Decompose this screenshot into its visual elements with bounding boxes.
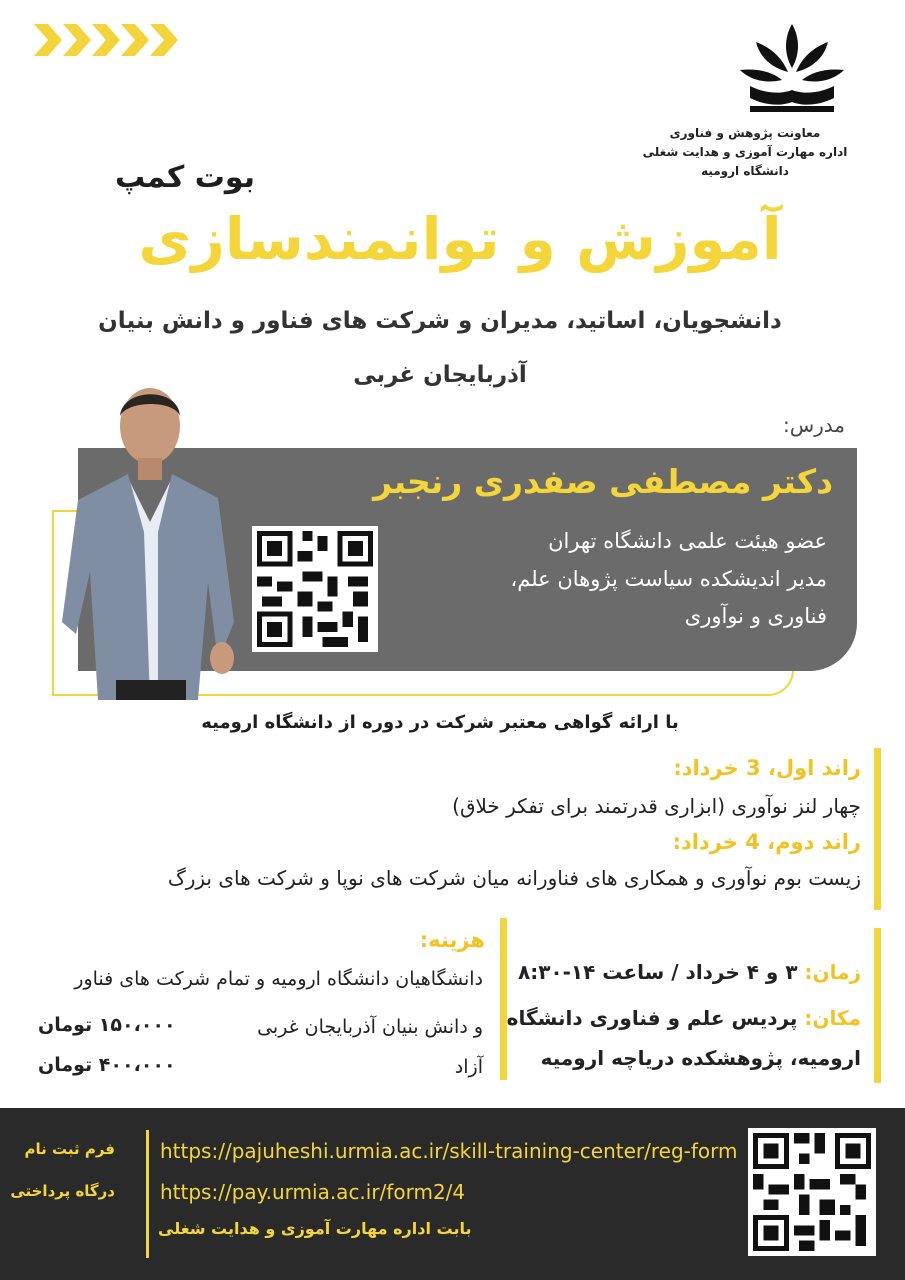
round-description: زیست بوم نوآوری و همکاری های فناورانه میان شرکت های نوپا و شرکت های بزرگ [167, 866, 861, 890]
logo-line: دانشگاه ارومیه [701, 164, 789, 178]
instructor-name: دکتر مصطفی صفدری رنجبر [373, 462, 833, 501]
instructor-title: عضو هیئت علمی دانشگاه تهران [548, 529, 827, 553]
cost-title: هزینه: [419, 928, 485, 952]
registration-link[interactable]: https://pajuheshi.urmia.ac.ir/skill-training-center/reg-form [160, 1139, 738, 1163]
event-place [507, 1006, 861, 1030]
section-accent-bar [874, 748, 881, 910]
time-value: ۳ و ۴ خرداد / ساعت ۱۴-۸:۳۰ [517, 960, 798, 984]
place-value-continued: ارومیه، پژوهشکده دریاچه ارومیه [540, 1046, 861, 1070]
university-logo-icon [736, 20, 848, 120]
payment-label: درگاه پرداختی [10, 1182, 115, 1200]
bootcamp-label: بوت کمپ [115, 160, 255, 195]
section-accent-bar [500, 918, 507, 1080]
price-value: ۴۰۰،۰۰۰ تومان [38, 1054, 176, 1076]
instructor-title: فناوری و نوآوری [684, 604, 827, 628]
footer-divider [146, 1130, 149, 1258]
audience-line: دانشجویان، اساتید، مدیران و شرکت های فناور و دانش بنیان [98, 308, 782, 334]
qr-code-icon[interactable] [252, 526, 378, 652]
logo-line: اداره مهارت آموزی و هدایت شغلی [642, 145, 848, 159]
chevron-right-icon [34, 20, 180, 60]
cost-description: آزاد [454, 1056, 483, 1078]
qr-code-icon[interactable] [748, 1128, 876, 1256]
time-label: زمان: [804, 960, 861, 984]
logo-line: معاونت پژوهش و فناوری [669, 126, 821, 140]
cost-description: دانشگاهیان دانشگاه ارومیه و تمام شرکت های فناور [74, 968, 483, 990]
place-label: مکان: [804, 1006, 861, 1030]
round-title: راند دوم، 4 خرداد: [672, 830, 861, 854]
certificate-note: با ارائه گواهی معتبر شرکت در دوره از دانشگاه ارومیه [201, 712, 679, 733]
instructor-title: مدیر اندیشکده سیاست پژوهان علم، [510, 567, 827, 591]
price-value: ۱۵۰،۰۰۰ تومان [38, 1014, 176, 1036]
logo-caption [625, 124, 865, 181]
round-title: راند اول، 3 خرداد: [673, 756, 861, 780]
payment-link[interactable]: https://pay.urmia.ac.ir/form2/4 [160, 1180, 466, 1204]
event-time [518, 960, 861, 984]
place-value: پردیس علم و فناوری دانشگاه [506, 1006, 798, 1030]
registration-label: فرم ثبت نام [24, 1140, 115, 1158]
instructor-label: مدرس: [782, 413, 845, 437]
chevron-decoration [34, 20, 180, 60]
page-title: آموزش و توانمندسازی [138, 205, 782, 273]
payment-note: بابت اداره مهارت آموزی و هدایت شغلی [158, 1219, 472, 1238]
round-description: چهار لنز نوآوری (ابزاری قدرتمند برای تفکر خلاق) [452, 794, 861, 818]
audience-line: آذربایجان غربی [353, 362, 527, 388]
instructor-photo [58, 382, 236, 700]
section-accent-bar [874, 928, 881, 1083]
cost-description: و دانش بنیان آذربایجان غربی [257, 1016, 483, 1038]
